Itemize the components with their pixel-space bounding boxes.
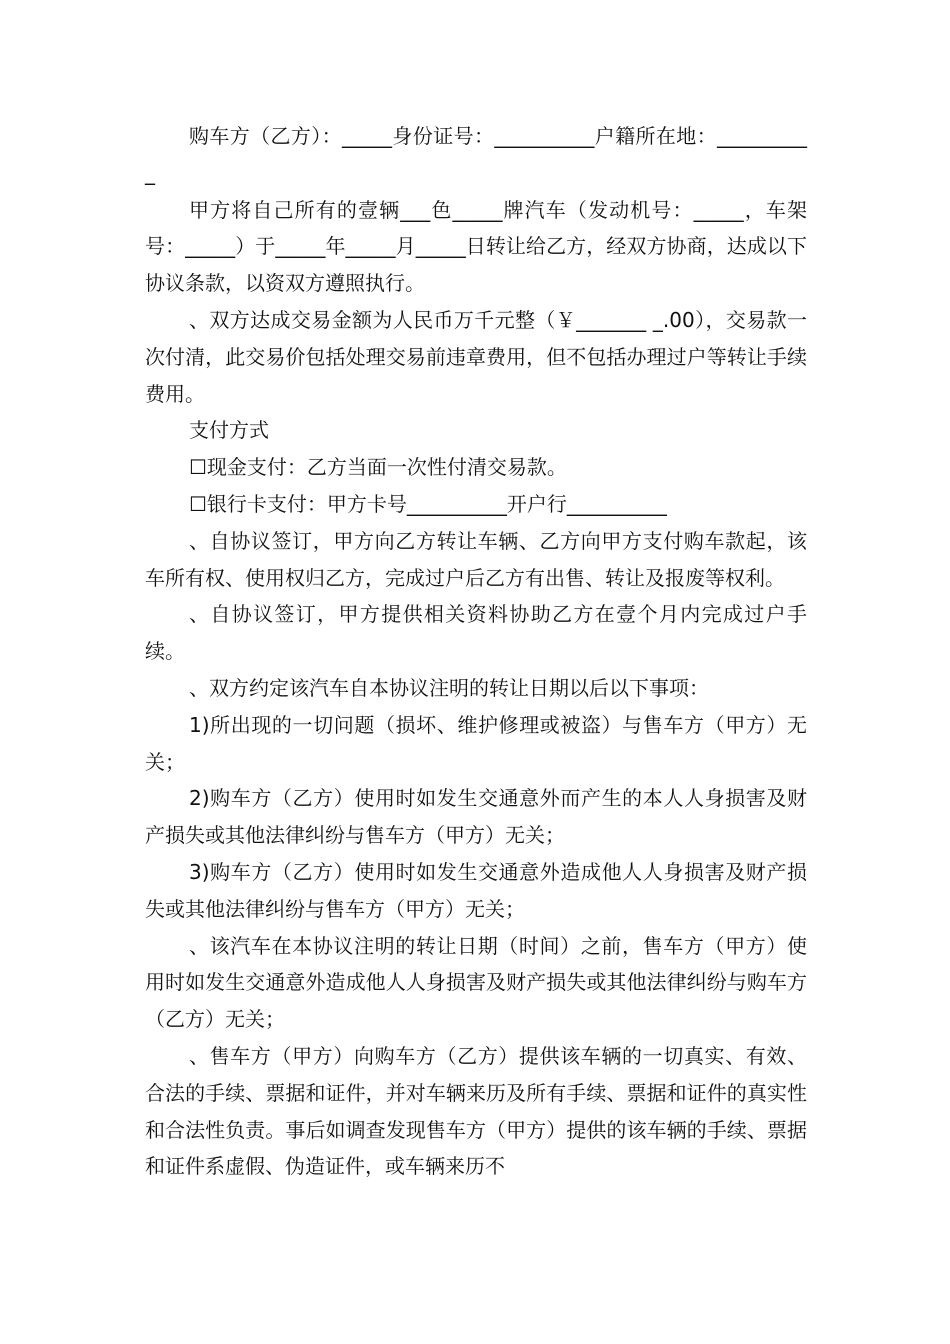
document-body <box>145 118 807 1185</box>
bank-card-payment-option: ☐银行卡支付：甲方卡号__________开户行__________ <box>189 491 667 516</box>
seller-documents-clause: 、售车方（甲方）向购车方（乙方）提供该车辆的一切真实、有效、合法的手续、票据和证件，并对车辆来历及所有手续、票据和证件的真实性和合法性负责。事后如调查发现售车方（甲方）提供的该车辆的手续、票据和证件系虚假、伪造证件，或车辆来历不 <box>145 1043 807 1179</box>
transaction-amount-clause: 、双方达成交易金额为人民币万千元整（￥_______ _.00），交易款一次付清，此交易价包括处理交易前违章费用，但不包括办理过户等转让手续费用。 <box>145 307 807 406</box>
buyer-info-line: 购车方（乙方）：_____身份证号：__________户籍所在地：__________ <box>145 124 807 185</box>
transfer-procedure-clause: 、自协议签订，甲方提供相关资料协助乙方在壹个月内完成过户手续。 <box>145 602 807 664</box>
matter-item-1: 1)所出现的一切问题（损坏、维护修理或被盗）与售车方（甲方）无关； <box>145 712 807 774</box>
ownership-transfer-clause: 、自协议签订，甲方向乙方转让车辆、乙方向甲方支付购车款起，该车所有权、使用权归乙方，完成过户后乙方有出售、转让及报废等权利。 <box>145 528 807 590</box>
pre-transfer-liability-clause: 、该汽车在本协议注明的转让日期（时间）之前，售车方（甲方）使用时如发生交通意外造成他人人身损害及财产损失或其他法律纠纷与购车方（乙方）无关； <box>145 933 807 1032</box>
vehicle-transfer-paragraph: 甲方将自己所有的壹辆___色_____牌汽车（发动机号：_____，车架号：_____）于_____年_____月_____日转让给乙方，经双方协商，达成以下协议条款，以资双方遵照执行。 <box>145 197 807 296</box>
matter-item-2: 2)购车方（乙方）使用时如发生交通意外而产生的本人人身损害及财产损失或其他法律纠纷与售车方（甲方）无关； <box>145 786 807 848</box>
cash-payment-option: ☐现金支付：乙方当面一次性付清交易款。 <box>189 455 567 480</box>
matter-item-3: 3)购车方（乙方）使用时如发生交通意外造成他人人身损害及财产损失或其他法律纠纷与售车方（甲方）无关； <box>145 859 807 921</box>
post-transfer-matters-clause: 、双方约定该汽车自本协议注明的转让日期以后以下事项： <box>189 675 709 700</box>
payment-method-heading: 支付方式 <box>189 418 269 443</box>
